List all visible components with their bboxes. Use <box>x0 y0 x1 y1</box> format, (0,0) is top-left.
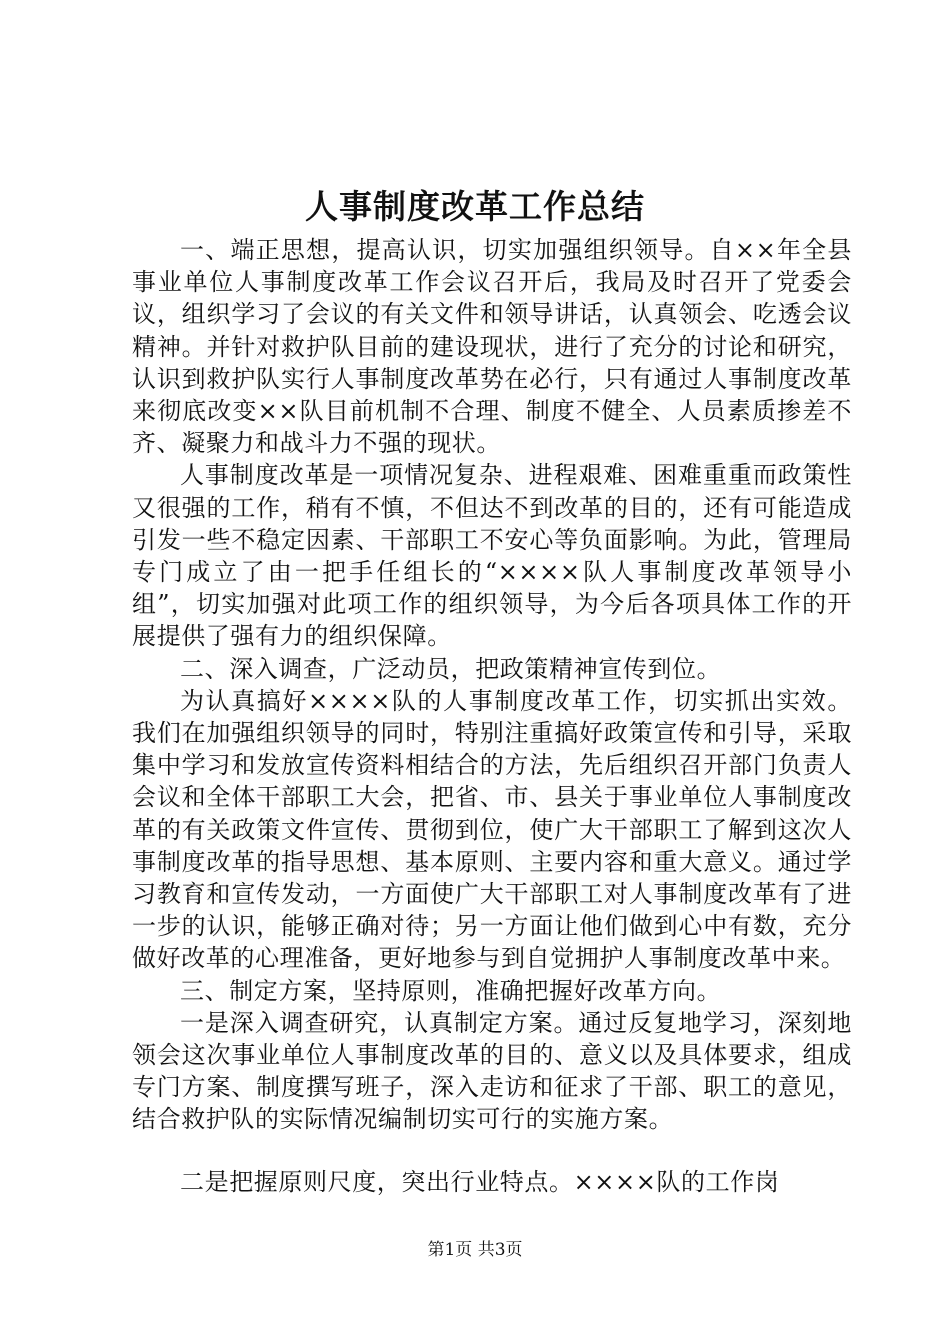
page-number-footer: 第1页 共3页 <box>427 1240 523 1260</box>
paragraph-gap <box>132 1136 852 1166</box>
paragraph-plan: 一是深入调查研究，认真制定方案。通过反复地学习，深刻地领会这次事业单位人事制度改革的目的、意义以及具体要求，组成专门方案、制度撰写班子，深入走访和征求了干部、职工的意见，结合救护队的实际情况编制切实可行的实施方案。 <box>132 1008 852 1134</box>
paragraph-principles: 二是把握原则尺度，突出行业特点。××××队的工作岗 <box>180 1167 780 1196</box>
paragraph-publicity: 为认真搞好××××队的人事制度改革工作，切实抓出实效。我们在加强组织领导的同时，特别注重搞好政策宣传和引导，采取集中学习和发放宣传资料相结合的方法，先后组织召开部门负责人会议和全体干部职工大会，把省、市、县关于事业单位人事制度改革的有关政策文件宣传、贯彻到位，使广大干部职工了解到这次人事制度改革的指导思想、基本原则、主要内容和重大意义。通过学习教育和宣传发动，一方面使广大干部职工对人事制度改革有了进一步的认识，能够正确对待；另一方面让他们做到心中有数，充分做好改革的心理准备，更好地参与到自觉拥护人事制度改革中来。 <box>132 686 852 973</box>
paragraph-section-two-heading: 二、深入调查，广泛动员，把政策精神宣传到位。 <box>180 654 722 683</box>
paragraph-reform-difficulty: 人事制度改革是一项情况复杂、进程艰难、困难重重而政策性又很强的工作，稍有不慎，不但达不到改革的目的，还有可能造成引发一些不稳定因素、干部职工不安心等负面影响。为此，管理局专门成立了由一把手任组长的“××××队人事制度改革领导小组”，切实加强对此项工作的组织领导，为今后各项具体工作的开展提供了强有力的组织保障。 <box>132 461 852 651</box>
paragraph-section-three-heading: 三、制定方案，坚持原则，准确把握好改革方向。 <box>180 976 722 1005</box>
paragraph-section-one: 一、端正思想，提高认识，切实加强组织领导。自××年全县事业单位人事制度改革工作会议召开后，我局及时召开了党委会议，组织学习了会议的有关文件和领导讲话，认真领会、吃透会议精神。并针对救护队目前的建设现状，进行了充分的讨论和研究，认识到救护队实行人事制度改革势在必行，只有通过人事制度改革来彻底改变××队目前机制不合理、制度不健全、人员素质掺差不齐、凝聚力和战斗力不强的现状。 <box>132 236 852 458</box>
document-body <box>132 234 852 1198</box>
document-title: 人事制度改革工作总结 <box>305 187 645 226</box>
